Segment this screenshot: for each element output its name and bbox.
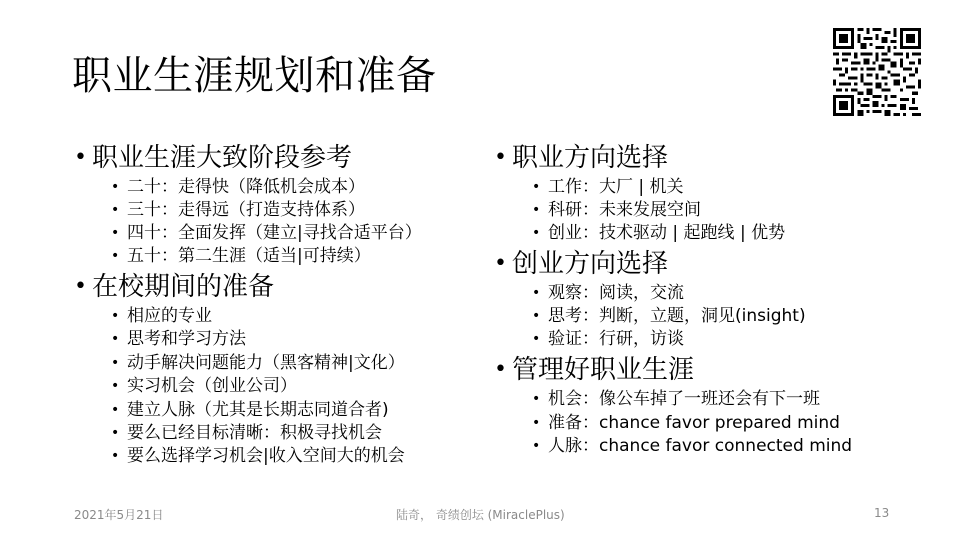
list-item: • 科研：未来发展空间 xyxy=(548,199,701,221)
list-item: • 要么已经目标清晰：积极寻找机会 xyxy=(127,422,382,444)
list-item: • 三十：走得远（打造支持体系） xyxy=(127,199,365,221)
list-item: • 工作：大厂 | 机关 xyxy=(548,176,684,198)
list-item: • 观察：阅读，交流 xyxy=(548,282,684,304)
right-heading-manage-career: • 管理好职业生涯 xyxy=(512,355,694,385)
list-item: • 动手解决问题能力（黑客精神|文化） xyxy=(127,352,405,374)
list-item: • 验证：行研，访谈 xyxy=(548,328,684,350)
page-number: 13 xyxy=(874,506,890,520)
footer-date: 2021年5月21日 xyxy=(74,508,164,522)
list-item: • 二十：走得快（降低机会成本） xyxy=(127,176,365,198)
list-item: • 建立人脉（尤其是长期志同道合者) xyxy=(127,399,389,421)
list-item: • 准备：chance favor prepared mind xyxy=(548,412,840,434)
slide-title: 职业生涯规划和准备 xyxy=(72,53,437,99)
list-item: • 创业：技术驱动 | 起跑线 | 优势 xyxy=(548,222,785,244)
list-item: • 思考和学习方法 xyxy=(127,328,246,350)
list-item: • 要么选择学习机会|收入空间大的机会 xyxy=(127,445,405,467)
qr-code-icon xyxy=(832,28,922,116)
list-item: • 人脉：chance favor connected mind xyxy=(548,435,852,457)
right-heading-startup-direction: • 创业方向选择 xyxy=(512,249,668,279)
list-item: • 机会：像公车掉了一班还会有下一班 xyxy=(548,388,820,410)
list-item: • 四十：全面发挥（建立|寻找合适平台） xyxy=(127,222,422,244)
left-heading-stages: • 职业生涯大致阶段参考 xyxy=(92,143,352,173)
list-item: • 五十：第二生涯（适当|可持续） xyxy=(127,245,371,267)
list-item: • 实习机会（创业公司） xyxy=(127,375,297,397)
left-heading-campus-prep: • 在校期间的准备 xyxy=(92,272,274,302)
list-item: • 相应的专业 xyxy=(127,305,212,327)
footer-author: 陆奇， 奇绩创坛 (MiraclePlus) xyxy=(396,508,565,522)
right-heading-career-direction: • 职业方向选择 xyxy=(512,143,668,173)
list-item: • 思考：判断，立题，洞见(insight) xyxy=(548,305,806,327)
